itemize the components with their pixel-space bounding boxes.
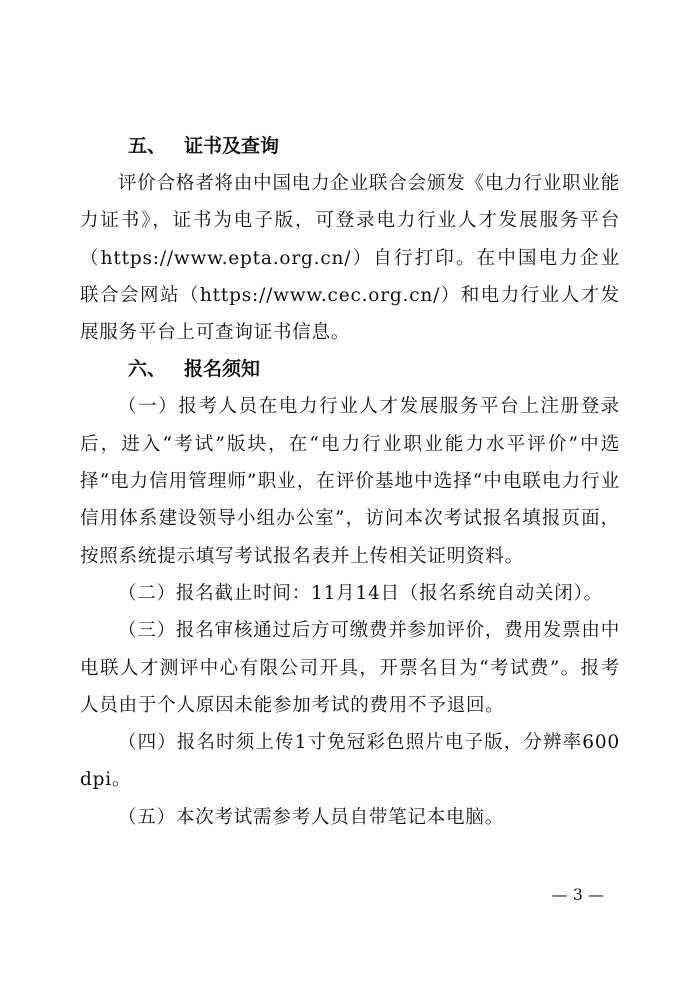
paragraph-payment-invoice: （三）报名审核通过后方可缴费并参加评价，费用发票由中电联人才测评中心有限公司开具，开票名目为“考试费”。报考人员由于个人原因未能参加考试的费用不予退回。 [80, 620, 620, 716]
page-number: — 3 — [551, 885, 604, 904]
paragraph-registration-deadline: （二）报名截止时间：11月14日（报名系统自动关闭）。 [118, 582, 603, 604]
section-number: 六、 [128, 358, 167, 381]
paragraph-photo-requirement: （四）报名时须上传1寸免冠彩色照片电子版，分辨率600dpi。 [80, 732, 620, 791]
section-title: 报名须知 [184, 358, 261, 381]
document-body [80, 128, 620, 836]
paragraph-registration-steps: （一）报考人员在电力行业人才发展服务平台上注册登录后，进入“考试”版块，在“电力行业职业能力水平评价”中选择“电力信用管理师”职业，在评价基地中选择“中电联电力行业信用体系建设领导小组办公室”，访问本次考试报名填报页面，按照系统提示填写考试报名表并上传相关证明资料。 [80, 396, 620, 567]
section-heading-certificate [80, 128, 620, 165]
section-title: 证书及查询 [184, 135, 280, 157]
paragraph-laptop-requirement: （五）本次考试需参考人员自带笔记本电脑。 [118, 806, 505, 828]
paragraph-certificate-info: 评价合格者将由中国电力企业联合会颁发《电力行业职业能力证书》，证书为电子版，可登录电力行业人才发展服务平台（https://www.epta.org.cn/）自行打印。在中国电力企业联合会网站（https://www.cec.org.cn/）和电力行业人才发展服务平台上可查询证书信息。 [80, 173, 620, 344]
section-number: 五、 [128, 135, 167, 157]
section-heading-registration [80, 351, 620, 388]
